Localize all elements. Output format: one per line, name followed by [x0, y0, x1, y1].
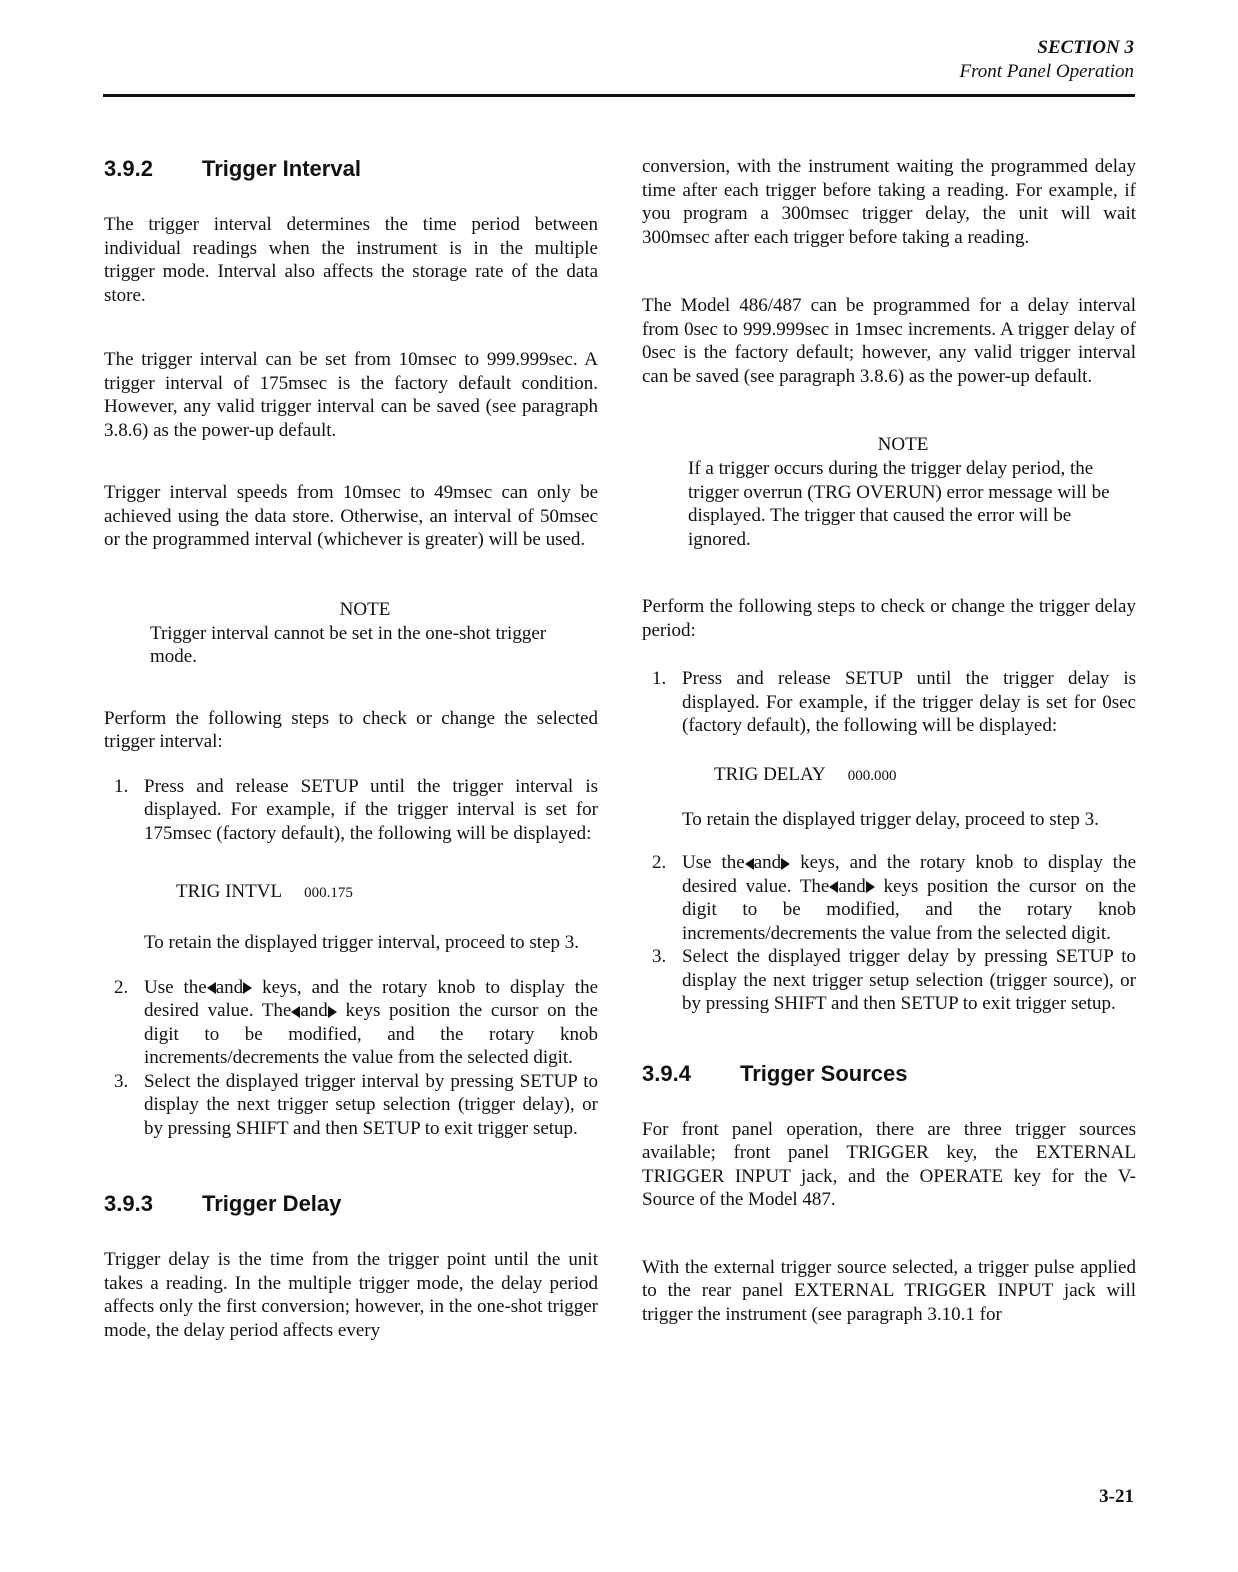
display-readout: TRIG INTVL 000.175 — [176, 881, 353, 902]
steps-list — [104, 976, 598, 1141]
heading-3-9-4: 3.9.4 Trigger Sources — [642, 1060, 908, 1086]
left-arrow-icon — [745, 858, 754, 870]
right-column — [642, 155, 1136, 1326]
list-item: 1. Press and release SETUP until the trigger delay is displayed. For example, if the trigger delay is set for 0sec (factory default), the following will be displayed: — [652, 668, 1136, 736]
paragraph: With the external trigger source selected, a trigger pulse applied to the rear panel EXTERNAL TRIGGER INPUT jack will trigger the instrument (see paragraph 3.10.1 for — [642, 1256, 1136, 1325]
note-title: NOTE — [339, 598, 391, 620]
paragraph: For front panel operation, there are three trigger sources available; front panel TRIGGER key, the EXTERNAL TRIGGER INPUT jack, and the OPERATE key for the V-Source of the Model 487. — [642, 1118, 1136, 1210]
left-arrow-icon — [207, 982, 216, 994]
list-item: 3. Select the displayed trigger delay by pressing SETUP to display the next trigger setup selection (trigger source), or by pressing SHIFT and then SETUP to exit trigger setup. — [652, 946, 1136, 1014]
steps-list — [104, 775, 598, 846]
steps-list — [642, 667, 1136, 738]
note-box — [150, 598, 580, 669]
section-label: SECTION 3 — [1037, 37, 1134, 58]
paragraph: To retain the displayed trigger delay, proceed to step 3. — [682, 808, 1099, 830]
right-arrow-icon — [781, 858, 790, 870]
display-readout: TRIG DELAY 000.000 — [714, 763, 897, 785]
list-item: 3. Select the displayed trigger interval by pressing SETUP to display the next trigger setup selection (trigger delay), or by pressing SHIFT and then SETUP to exit trigger setup. — [114, 1070, 598, 1139]
header-rule — [103, 94, 1135, 97]
list-item: 1. Press and release SETUP until the trigger interval is displayed. For example, if the trigger interval is set for 175msec (factory default), the following will be displayed: — [114, 775, 598, 844]
right-arrow-icon — [243, 982, 252, 994]
steps-list — [642, 851, 1136, 1016]
right-arrow-icon — [328, 1006, 337, 1018]
heading-3-9-3: 3.9.3 Trigger Delay — [104, 1191, 342, 1216]
paragraph: The Model 486/487 can be programmed for a delay interval from 0sec to 999.999sec in 1msec increments. A trigger delay of 0sec is the factory default; however, any valid trigger interval can be saved (see paragraph 3.8.6) as the power-up default. — [642, 295, 1136, 387]
heading-3-9-2: 3.9.2 Trigger Interval — [104, 156, 361, 181]
paragraph: Trigger delay is the time from the trigger point until the unit takes a reading. In the multiple trigger mode, the delay period affects only the first conversion; however, in the one-shot trigger mode, the delay period affects every — [104, 1249, 598, 1341]
note-title: NOTE — [877, 434, 929, 455]
list-item: 2. Use the and keys, and the rotary knob to display the desired value. The and keys position the cursor on the digit to be modified, and the rotary knob increments/decrements the value from the selected digit. — [114, 976, 599, 1068]
note-body: If a trigger occurs during the trigger delay period, the trigger overrun (TRG OVERUN) error message will be displayed. The trigger that caused the error will be ignored. — [688, 458, 1110, 550]
paragraph: To retain the displayed trigger interval, proceed to step 3. — [144, 932, 579, 953]
paragraph: Trigger interval speeds from 10msec to 49msec can only be achieved using the data store. Otherwise, an interval of 50msec or the programmed interval (whichever is greater) will be used. — [104, 482, 598, 550]
section-subtitle: Front Panel Operation — [959, 61, 1134, 82]
paragraph: Perform the following steps to check or change the selected trigger interval: — [104, 707, 598, 752]
list-item: 2. Use the and keys, and the rotary knob to display the desired value. The and keys position the cursor on the digit to be modified, and the rotary knob increments/decrements the value from the selected digit. — [652, 852, 1137, 944]
note-body: Trigger interval cannot be set in the one-shot trigger mode. — [150, 622, 547, 667]
paragraph: The trigger interval can be set from 10msec to 999.999sec. A trigger interval of 175msec is the factory default condition. However, any valid trigger interval can be saved (see paragraph 3.8.6) as the power-up default. — [104, 349, 598, 441]
paragraph: The trigger interval determines the time period between individual readings when the instrument is in the multiple trigger mode. Interval also affects the storage rate of the data store. — [104, 214, 598, 306]
paragraph: Perform the following steps to check or change the trigger delay period: — [642, 596, 1136, 641]
running-header — [960, 36, 1135, 84]
right-arrow-icon — [866, 881, 875, 893]
left-column — [104, 155, 598, 1342]
page-number: 3-21 — [1099, 1486, 1134, 1507]
paragraph: conversion, with the instrument waiting the programmed delay time after each trigger before taking a reading. For example, if you program a 300msec trigger delay, the unit will wait 300msec after each trigger before taking a reading. — [642, 156, 1136, 248]
note-box — [688, 433, 1118, 551]
